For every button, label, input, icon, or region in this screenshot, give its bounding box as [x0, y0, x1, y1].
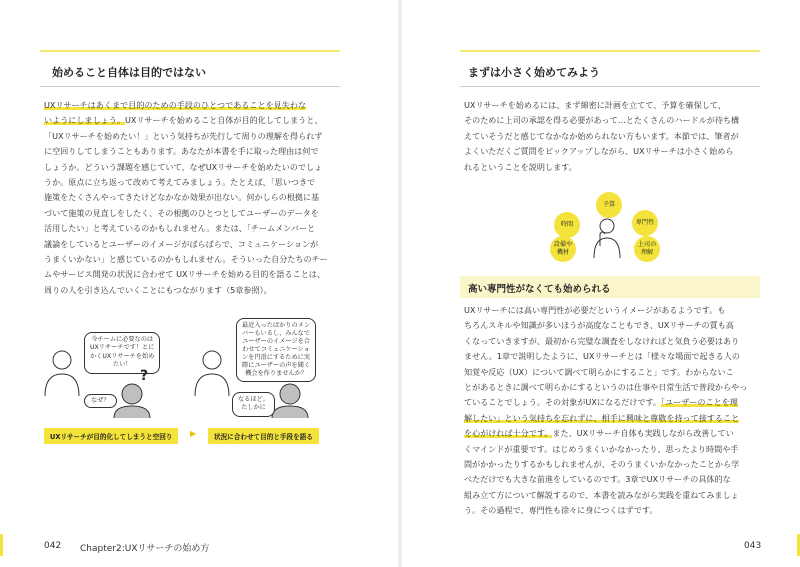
text-segment: べただけでも大きな前進をしているのです。3章でUXリサーチの具体的な: [464, 474, 731, 485]
concern-label: 専門性: [635, 219, 655, 226]
highlighted-text: 解したい」という気持ちを忘れずに、相手に興味と尊敬を持って接すること: [464, 412, 740, 423]
text-line: [44, 206, 344, 221]
highlighted-text: UXリサーチはあくまで目的のための手段のひとつであることを見失わな: [44, 100, 307, 110]
text-segment: 間がかかったりするかもしれませんが、そのうまくいかなかったことから学: [464, 459, 740, 470]
text-line: [464, 426, 764, 441]
text-line: [44, 160, 344, 175]
speech-bubble-right: 最近入ったばかりのメン バーもいるし、みんなで ユーザーのイメージを合 わせてコミュニケーショ ンを円滑にするために実 際にユーザーの声を聞く 機会を作りませんか？: [236, 318, 316, 382]
running-footer: Chapter2:UXリサーチの始め方: [80, 544, 210, 554]
highlighted-text: 「ユーザーのことを理: [660, 397, 738, 408]
concern-label: 時間: [560, 221, 574, 228]
text-line: [44, 113, 344, 128]
text-segment: 周りの人を引き込んでいくことにもつながります（5章参照）。: [44, 284, 272, 295]
text-line: [464, 349, 764, 364]
concern-label: 予算: [602, 201, 616, 208]
concerns-diagram: [550, 190, 690, 266]
text-segment: うか。原点に立ち返って改めて考えてみましょう。たとえば、「思いつきで: [44, 177, 316, 188]
concern-circle: [554, 212, 580, 238]
text-line: [44, 237, 344, 252]
text-line: えていそうだと感じてなかなか始められない方もいます。本節では、筆者が: [464, 130, 739, 141]
left-body-text: [44, 98, 344, 298]
text-segment: づいて施策の見直しをしたく、その根拠のひとつとしてユーザーのデータを: [44, 207, 319, 218]
concern-circle: [634, 236, 660, 262]
subsection-title: 高い専門性がなくても始められる: [468, 284, 611, 295]
text-line: よくいただくご質問をピックアップしながら、UXリサーチは小さく始めら: [464, 146, 734, 157]
text-line: [44, 175, 344, 190]
text-line: [464, 334, 764, 349]
text-line: れるということを説明します。: [464, 161, 577, 172]
concern-circle: [550, 236, 576, 262]
text-segment: 組み立て方について解説するので、本書を読みながら実践を重ねてみましょ: [464, 489, 739, 500]
text-segment: しょうか。どういう課題を感じていて、なぜUXリサーチを始めたいのでしょ: [44, 161, 323, 172]
text-segment: ていることでしょう。その対象がUXになるだけです。: [464, 397, 661, 408]
banner-purpose: 状況に合わせて目的と手段を語る: [208, 428, 319, 444]
text-line: [464, 503, 764, 518]
concern-circle: [632, 210, 658, 236]
text-line: [44, 190, 344, 205]
concern-label: 上司の 理解: [637, 241, 657, 256]
text-line: [464, 380, 764, 395]
text-segment: 施策をたくさんやってきたけどなかなか効果が出ない。何かしらの根拠に基: [44, 192, 320, 203]
text-segment: ムやサービス開発の状況に合わせて UXリサーチを始める目的を語ることは、: [44, 269, 325, 280]
dialogue-illustration: [40, 318, 340, 448]
right-body-text: [464, 303, 764, 519]
section-rule: [460, 86, 760, 87]
text-line: [44, 252, 344, 267]
text-line: [44, 267, 344, 282]
page-number-right: 043: [744, 541, 762, 551]
text-line: [464, 442, 764, 457]
text-line: [44, 129, 344, 144]
text-line: [44, 221, 344, 236]
folio-marker-left: [0, 534, 3, 556]
text-line: [464, 303, 764, 318]
speech-bubble-agree: なるほど。 たしかに: [232, 392, 275, 417]
text-line: [464, 318, 764, 333]
text-line: そのために上司の承認を得る必要があって…とたくさんのハードルが待ち構: [464, 115, 740, 126]
right-section-title: まずは小さく始めてみよう: [468, 66, 600, 79]
banner-misguided: UXリサーチが目的化してしまうと空回り: [44, 428, 178, 444]
text-segment: UXリサーチを始めること自体が目的化してしまうと、: [124, 115, 323, 126]
text-segment: くマインドが重要です。はじめうまくいかなかったり、思ったより時間や手: [464, 443, 739, 454]
text-line: [44, 144, 344, 159]
text-segment: とがあるときに調べて明らかにするというのは仕事や日常生活で普段からやっ: [464, 382, 748, 393]
text-segment: 議論をしているとユーザーのイメージがばらばらで、コミュニケーションが: [44, 238, 319, 249]
right-page: [400, 0, 800, 567]
text-segment: くなっていきますが、最初から完璧な調査をしなければと気負う必要はあり: [464, 335, 740, 346]
text-segment: また、UXリサーチ自体も実践しながら改善してい: [552, 428, 734, 439]
text-line: [464, 411, 764, 426]
concern-circle: [596, 192, 622, 218]
speech-bubble-left: 今チームに必要なのは UXリサーチです！とに かくUXリサーチを始め たい！: [84, 332, 160, 374]
text-line: [464, 395, 764, 410]
text-segment: う。その過程で、専門性も徐々に身につくはずです。: [464, 505, 658, 516]
text-segment: 知覚や反応（UX）について調べて明らかにすること」です。わからないこ: [464, 366, 734, 377]
text-segment: 「UXリサーチを始めたい！」という気持ちが先行して周りの理解を得られず: [44, 130, 323, 141]
speech-bubble-why: なぜ？: [84, 394, 117, 408]
top-rule: [460, 50, 760, 52]
page-number-left: 042: [44, 541, 62, 551]
highlighted-text: いようにしましょう。: [44, 115, 125, 126]
top-rule: [40, 50, 340, 52]
right-intro-text: [464, 98, 764, 175]
text-line: [464, 488, 764, 503]
left-section-title: 始めること自体は目的ではない: [52, 66, 206, 79]
text-segment: ちろんスキルや知識が多いほうが高度なこともでき、UXリサーチの質も高: [464, 320, 734, 331]
text-line: UXリサーチを始めるには、まず綿密に計画を立てて、予算を確保して、: [464, 100, 726, 110]
text-segment: うまくいかない」と感じているのかもしれません。そういった自分たちのチー: [44, 254, 328, 265]
question-mark: ?: [140, 368, 149, 384]
concern-label: 設備や 機材: [553, 241, 573, 256]
text-line: [44, 283, 344, 298]
text-segment: に空回りしてしまうこともあります。あなたが本書を手に取った理由は何で: [44, 146, 319, 157]
text-line: [44, 98, 344, 113]
highlighted-text: を心がければ十分です。: [464, 428, 553, 439]
text-line: [464, 365, 764, 380]
text-segment: UXリサーチには高い専門性が必要だというイメージがあるようです。も: [464, 305, 726, 315]
arrow-icon: ▶: [190, 429, 197, 438]
text-segment: 活用したい」と考えているのかもしれません。または、「チームメンバーと: [44, 223, 316, 234]
text-line: [464, 472, 764, 487]
text-line: [464, 457, 764, 472]
section-rule: [40, 86, 340, 87]
text-segment: ません。1章で説明したように、UXリサーチとは「様々な場面で起きる人の: [464, 351, 740, 362]
